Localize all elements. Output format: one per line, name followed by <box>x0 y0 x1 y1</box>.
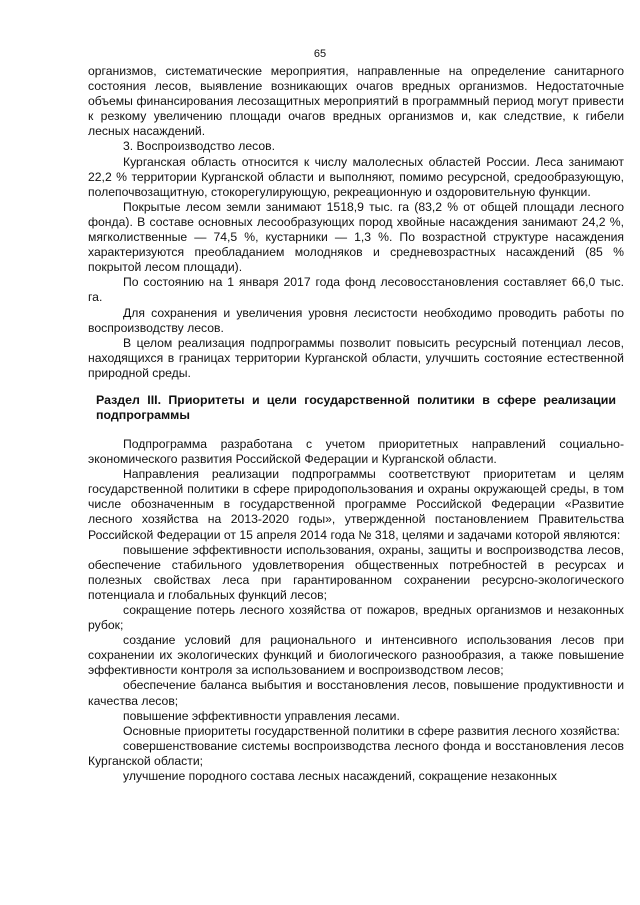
paragraph: Для сохранения и увеличения уровня лесистости необходимо проводить работы по воспроизводству лесов. <box>88 305 624 335</box>
list-item: совершенствование системы воспроизводства лесного фонда и восстановления лесов Курганской области; <box>88 738 624 768</box>
list-item: повышение эффективности использования, охраны, защиты и воспроизводства лесов, обеспечение стабильного удовлетворения общественных потребностей в ресурсах и полезных свойствах леса при гарантированном сохранении ресурсно-экологического потенциала и глобальных функций лесов; <box>88 542 624 602</box>
paragraph: Покрытые лесом земли занимают 1518,9 тыс. га (83,2 % от общей площади лесного фонда). В составе основных лесообразующих пород хвойные насаждения занимают 24,2 %, мягколиственные — 74,5 %, кустарники — 1,3 %. По возрастной структуре насаждения характеризуются преобладанием молодняков и средневозрастных насаждений (85 % покрытой лесом площади). <box>88 199 624 275</box>
list-item: создание условий для рационального и интенсивного использования лесов при сохранении их экологических функций и биологического разнообразия, а также повышение эффективности контроля за использованием и воспроизводством лесов; <box>88 633 624 678</box>
paragraph: В целом реализация подпрограммы позволит повысить ресурсный потенциал лесов, находящихся в границах территории Курганской области, улучшить состояние естественной природной среды. <box>88 335 624 380</box>
paragraph: По состоянию на 1 января 2017 года фонд лесовосстановления составляет 66,0 тыс. га. <box>88 275 624 305</box>
list-item: сокращение потерь лесного хозяйства от пожаров, вредных организмов и незаконных рубок; <box>88 603 624 633</box>
page-number: 65 <box>313 48 327 60</box>
section-heading: Раздел III. Приоритеты и цели государственной политики в сфере реализации подпрограммы <box>96 392 616 422</box>
paragraph: Курганская область относится к числу малолесных областей России. Леса занимают 22,2 % территории Курганской области и выполняют, помимо ресурсной, средообразующую, полепочвозащитную, стокорегулирующую, рекреационную и оздоровительную функции. <box>88 154 624 199</box>
list-item: улучшение породного состава лесных насаждений, сокращение незаконных <box>123 769 558 784</box>
paragraph: организмов, систематические мероприятия, направленные на определение санитарного состояния лесов, выявление возникающих очагов вредных организмов. Недостаточные объемы финансирования лесозащитных мероприятий в программный период могут привести к резкому увеличению площади очагов вредных организмов и, как следствие, к гибели лесных насаждений. <box>88 64 624 139</box>
list-item: обеспечение баланса выбытия и восстановления лесов, повышение продуктивности и качества лесов; <box>88 678 624 708</box>
document-body <box>88 64 624 784</box>
paragraph: 3. Воспроизводство лесов. <box>123 139 275 154</box>
paragraph: Направления реализации подпрограммы соответствуют приоритетам и целям государственной политики в сфере природопользования и охраны окружающей среды, в том числе обозначенным в государственной программе Российской Федерации «Развитие лесного хозяйства на 2013-2020 годы», утвержденной постановлением Правительства Российской Федерации от 15 апреля 2014 года № 318, целями и задачами которой являются: <box>88 467 624 542</box>
list-item: повышение эффективности управления лесами. <box>123 708 400 723</box>
paragraph: Основные приоритеты государственной политики в сфере развития лесного хозяйства: <box>123 723 620 738</box>
paragraph: Подпрограмма разработана с учетом приоритетных направлений социально-экономического развития Российской Федерации и Курганской области. <box>88 436 624 467</box>
